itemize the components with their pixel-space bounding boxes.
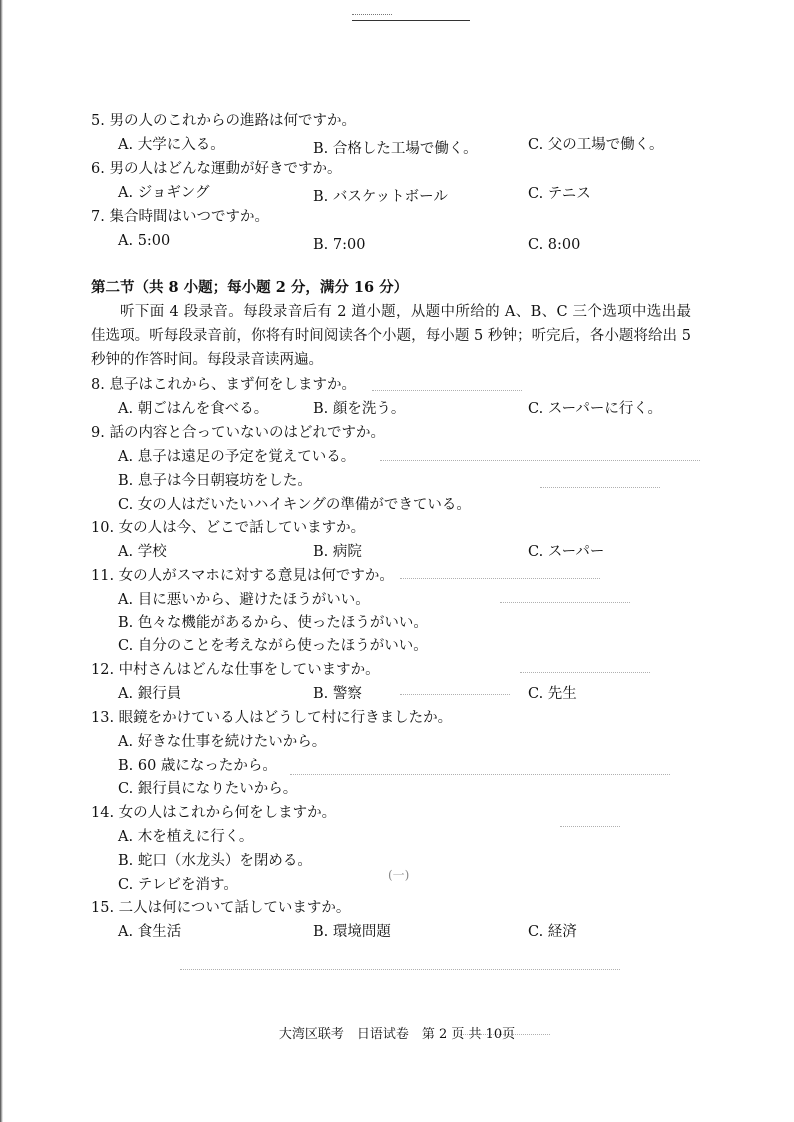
question-14-option-c: C. テレビを消す。 bbox=[118, 877, 238, 893]
question-6-option-b: B. バスケットボール bbox=[313, 189, 448, 205]
question-13-option-c: C. 銀行員になりたいから。 bbox=[118, 781, 298, 797]
question-15-option-b: B. 環境問題 bbox=[313, 924, 391, 940]
question-10-option-a: A. 学校 bbox=[118, 544, 167, 560]
scan-edge-shadow bbox=[0, 0, 3, 1122]
question-12-option-b: B. 警察 bbox=[313, 686, 362, 702]
question-9-option-c: C. 女の人はだいたいハイキングの準備ができている。 bbox=[118, 497, 471, 513]
question-7: 7. 集合時間はいつですか。 bbox=[91, 209, 269, 225]
scan-noise bbox=[400, 578, 600, 580]
question-14-option-a: A. 木を植えに行く。 bbox=[118, 829, 254, 845]
question-13-option-a: A. 好きな仕事を続けたいから。 bbox=[118, 734, 327, 750]
scan-noise bbox=[400, 694, 510, 696]
question-11-option-b: B. 色々な機能があるから、使ったほうがいい。 bbox=[118, 615, 428, 631]
question-9: 9. 話の内容と合っていないのはどれですか。 bbox=[91, 425, 385, 441]
question-15-option-c: C. 経済 bbox=[528, 924, 577, 940]
question-11-option-c: C. 自分のことを考えながら使ったほうがいい。 bbox=[118, 638, 428, 654]
section-heading: 第二节（共 8 小题；每小题 2 分，满分 16 分） bbox=[91, 279, 409, 296]
question-11-option-a: A. 目に悪いから、避けたほうがいい。 bbox=[118, 592, 370, 608]
question-9-option-a: A. 息子は遠足の予定を覚えている。 bbox=[118, 449, 356, 465]
stray-mark: (一) bbox=[388, 868, 410, 882]
question-8-option-a: A. 朝ごはんを食べる。 bbox=[118, 401, 269, 417]
question-12-option-c: C. 先生 bbox=[528, 686, 577, 702]
question-8-option-b: B. 顔を洗う。 bbox=[313, 401, 406, 417]
scan-noise bbox=[380, 460, 700, 462]
scan-noise bbox=[500, 602, 630, 604]
question-5-option-a: A. 大学に入る。 bbox=[118, 137, 225, 153]
question-5: 5. 男の人のこれからの進路は何ですか。 bbox=[91, 113, 356, 129]
question-9-option-b: B. 息子は今日朝寝坊をした。 bbox=[118, 473, 312, 489]
question-8: 8. 息子はこれから、まず何をしますか。 bbox=[91, 377, 356, 393]
question-7-option-b: B. 7:00 bbox=[313, 237, 366, 253]
question-11: 11. 女の人がスマホに対する意見は何ですか。 bbox=[91, 568, 394, 584]
scan-noise bbox=[372, 390, 522, 392]
top-rule bbox=[352, 20, 470, 21]
question-13: 13. 眼鏡をかけている人はどうして村に行きましたか。 bbox=[91, 710, 453, 726]
question-10: 10. 女の人は今、どこで話していますか。 bbox=[91, 520, 366, 536]
question-7-option-c: C. 8:00 bbox=[528, 237, 581, 253]
top-dotted-rule bbox=[352, 14, 392, 15]
question-5-option-b: B. 合格した工場で働く。 bbox=[313, 141, 478, 157]
question-12: 12. 中村さんはどんな仕事をしていますか。 bbox=[91, 662, 380, 678]
question-14: 14. 女の人はこれから何をしますか。 bbox=[91, 805, 337, 821]
section-instructions: 听下面 4 段录音。每段录音后有 2 道小题，从题中所给的 A、B、C 三个选项中选出最佳选项。听每段录音前，你将有时间阅读各个小题，每小题 5 秒钟；听完后，各小题将给出 5 秒钟的作答时间。每段录音读两遍。 bbox=[91, 304, 691, 368]
question-13-option-b: B. 60 歳になったから。 bbox=[118, 758, 277, 774]
question-6: 6. 男の人はどんな運動が好きですか。 bbox=[91, 161, 342, 177]
scan-noise bbox=[180, 969, 620, 971]
question-5-option-c: C. 父の工場で働く。 bbox=[528, 137, 664, 153]
scan-noise bbox=[520, 672, 650, 674]
page-footer: 大湾区联考 日语试卷 第 2 页 共 10页 bbox=[278, 1027, 516, 1042]
question-7-option-a: A. 5:00 bbox=[118, 233, 171, 249]
scan-noise bbox=[290, 774, 670, 776]
question-10-option-b: B. 病院 bbox=[313, 544, 362, 560]
question-6-option-c: C. テニス bbox=[528, 186, 591, 202]
question-15-option-a: A. 食生活 bbox=[118, 924, 182, 940]
question-15: 15. 二人は何について話していますか。 bbox=[91, 900, 351, 916]
scan-noise bbox=[560, 826, 620, 828]
question-14-option-b: B. 蛇口（水龙头）を閉める。 bbox=[118, 853, 312, 869]
question-10-option-c: C. スーパー bbox=[528, 544, 605, 560]
question-6-option-a: A. ジョギング bbox=[118, 185, 210, 201]
question-8-option-c: C. スーパーに行く。 bbox=[528, 401, 663, 417]
scan-noise bbox=[540, 487, 660, 489]
question-12-option-a: A. 銀行員 bbox=[118, 686, 182, 702]
